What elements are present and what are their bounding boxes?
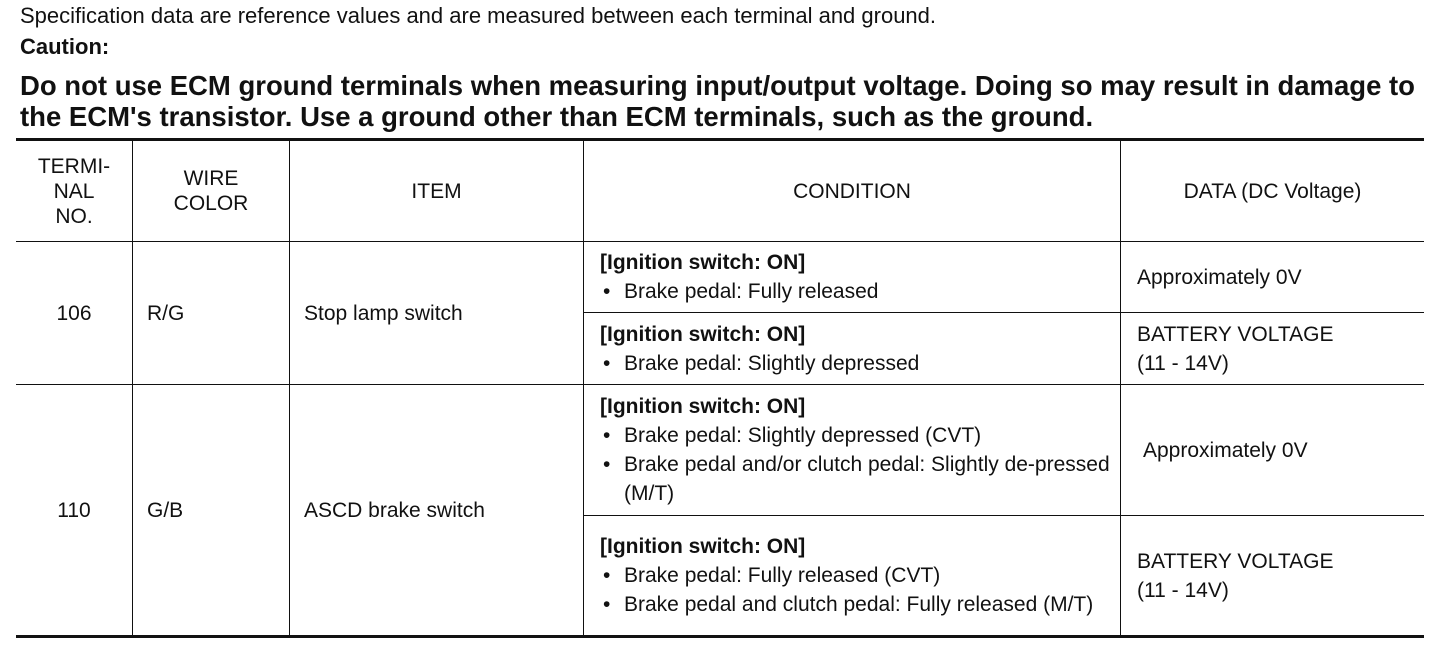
table-row xyxy=(16,242,1424,313)
condition-heading: [Ignition switch: ON] xyxy=(600,251,806,274)
condition-bullet: • Brake pedal: Slightly depressed xyxy=(600,349,1110,378)
header-terminal-line3: NO. xyxy=(55,204,93,228)
wire-color-cell: G/B xyxy=(133,385,290,637)
header-condition: CONDITION xyxy=(584,140,1121,242)
data-cell xyxy=(1121,242,1425,313)
data-value: Approximately 0V xyxy=(1143,438,1308,462)
condition-bullet: • Brake pedal: Fully released (CVT) xyxy=(600,561,1110,590)
data-cell xyxy=(1121,313,1425,385)
condition-cell xyxy=(584,516,1121,637)
terminal-cell: 106 xyxy=(16,242,133,385)
header-data: DATA (DC Voltage) xyxy=(1121,140,1425,242)
caution-text: Do not use ECM ground terminals when measuring input/output voltage. Doing so may result in damage to the ECM's transistor. Use a ground other than ECM terminals, such as the ground. xyxy=(20,70,1415,132)
intro-text: Specification data are reference values and are measured between each terminal and ground. xyxy=(20,3,937,28)
condition-bullet: • Brake pedal and clutch pedal: Fully released (M/T) xyxy=(600,590,1110,619)
header-terminal-line1: TERMI- xyxy=(37,154,111,178)
terminal-cell: 110 xyxy=(16,385,133,637)
data-value: Approximately 0V xyxy=(1137,265,1302,289)
condition-list xyxy=(600,277,1110,306)
caution-label: Caution: xyxy=(20,34,110,59)
data-value: BATTERY VOLTAGE xyxy=(1137,322,1334,346)
condition-bullet: • Brake pedal: Fully released xyxy=(600,277,1110,306)
data-cell xyxy=(1121,516,1425,637)
item-cell: ASCD brake switch xyxy=(290,385,584,637)
condition-cell xyxy=(584,313,1121,385)
condition-heading: [Ignition switch: ON] xyxy=(600,322,806,346)
header-wire-color xyxy=(133,140,290,242)
data-value-range: (11 - 14V) xyxy=(1137,351,1229,375)
condition-list xyxy=(600,561,1110,619)
condition-heading: [Ignition switch: ON] xyxy=(600,535,806,558)
header-wire-line2: COLOR xyxy=(173,192,249,215)
data-value: BATTERY VOLTAGE xyxy=(1137,549,1334,573)
header-terminal-line2: NAL xyxy=(53,179,95,203)
header-terminal-no xyxy=(16,140,133,242)
header-wire-line1: WIRE xyxy=(183,167,239,190)
wire-color-cell: R/G xyxy=(133,242,290,385)
data-value-range: (11 - 14V) xyxy=(1137,578,1229,602)
condition-bullet: • Brake pedal: Slightly depressed (CVT) xyxy=(600,421,1110,450)
header-item: ITEM xyxy=(290,140,584,242)
ecm-terminal-table xyxy=(16,138,1424,638)
condition-cell xyxy=(584,385,1121,516)
condition-bullet: • Brake pedal and/or clutch pedal: Slightly de-pressed (M/T) xyxy=(600,450,1110,508)
condition-list xyxy=(600,349,1110,378)
data-cell xyxy=(1121,385,1425,516)
condition-list xyxy=(600,421,1110,508)
item-cell: Stop lamp switch xyxy=(290,242,584,385)
table-header-row xyxy=(16,140,1424,242)
table-row xyxy=(16,385,1424,516)
condition-heading: [Ignition switch: ON] xyxy=(600,395,806,418)
condition-cell xyxy=(584,242,1121,313)
